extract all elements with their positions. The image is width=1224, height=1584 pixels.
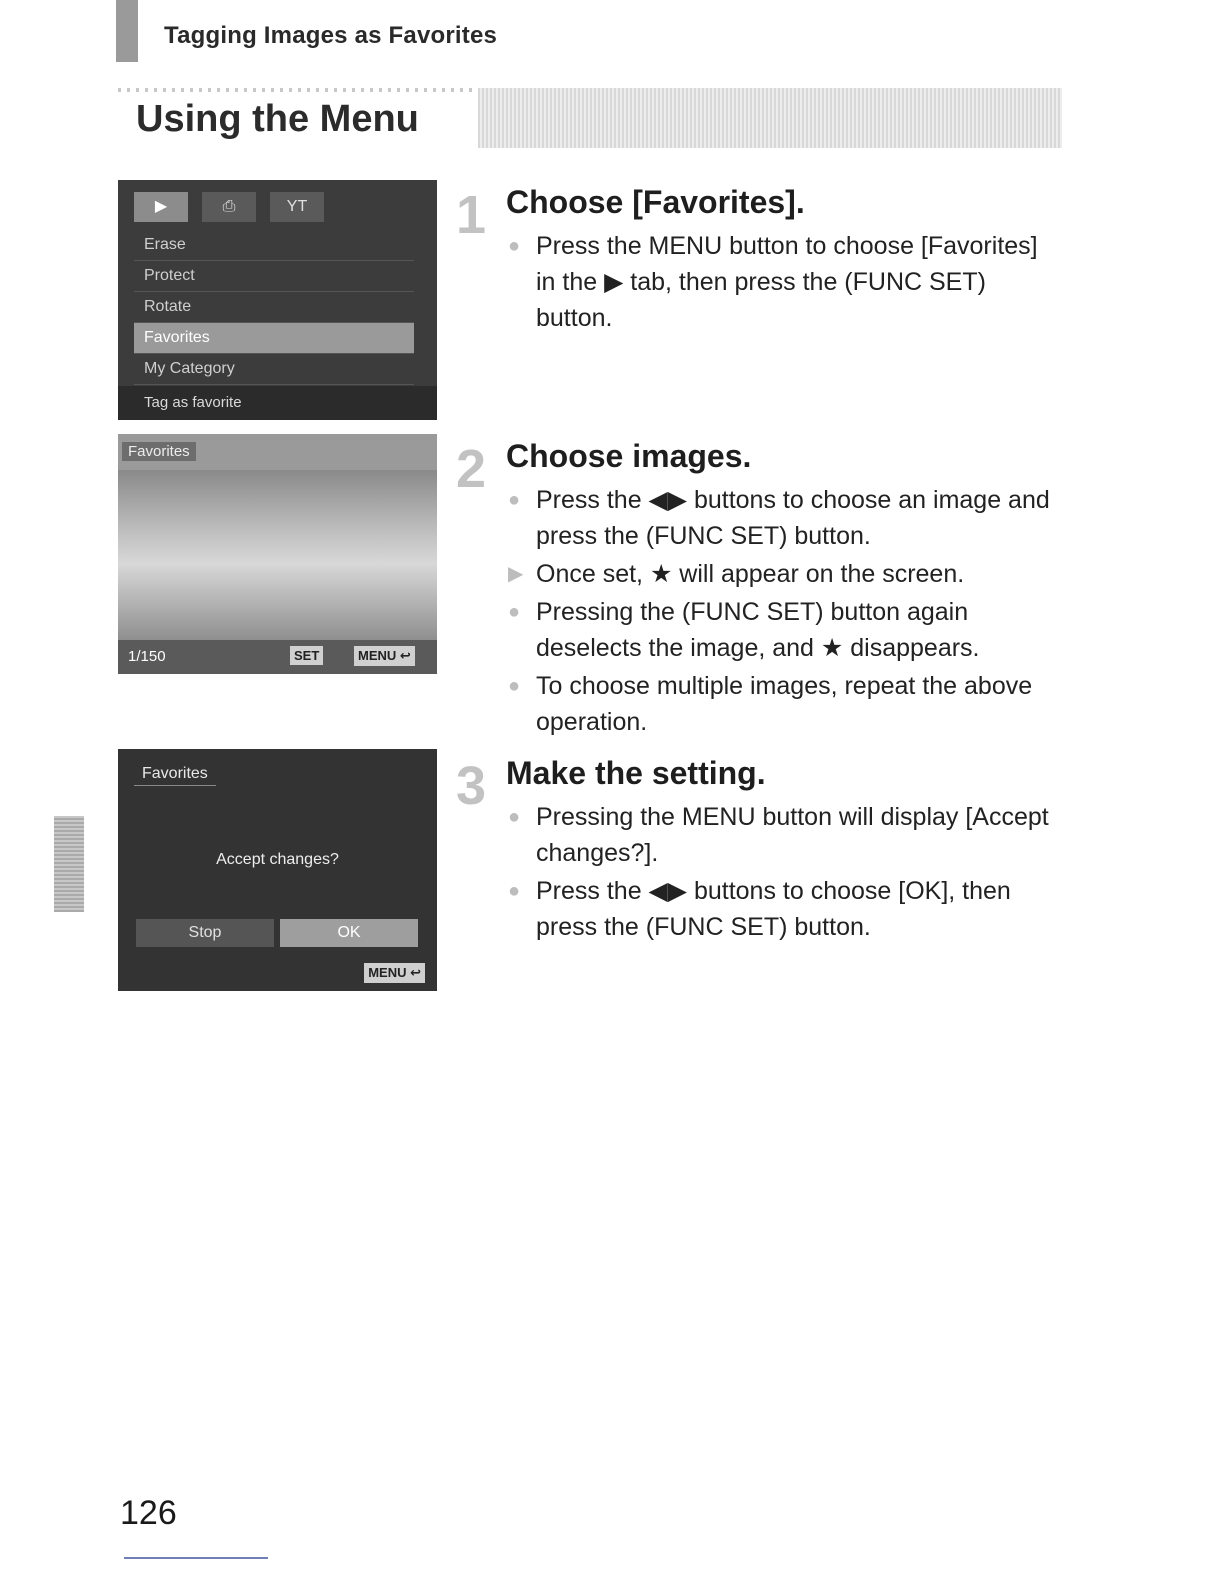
screen-footer [118,640,437,674]
camera-menu-item: Erase [134,230,414,261]
step-number: 3 [456,756,487,816]
instruction-text: Press the ◀▶ buttons to choose [OK], then press the (FUNC SET) button. [536,877,1018,941]
step-instructions [508,228,1058,338]
screen-title: Favorites [122,442,196,461]
camera-menu-list [134,230,414,385]
instruction-bullet [508,594,1058,666]
page-number: 126 [120,1494,177,1532]
camera-menu-tabs [134,192,324,222]
camera-menu-hint: Tag as favorite [118,386,437,420]
instruction-text: To choose multiple images, repeat the above operation. [536,672,1040,736]
screenshot-menu [118,180,437,420]
instruction-bullet [508,799,1058,871]
result-bullet [508,556,1058,592]
instruction-bullet [508,668,1058,740]
instruction-bullet [508,228,1058,336]
bullet-icon: ● [508,489,521,511]
bullet-icon: ● [508,235,521,257]
option-ok-selected: OK [280,919,418,947]
image-counter: 1/150 [128,648,166,665]
camera-menu-item: My Category [134,354,414,385]
bullet-icon: ● [508,601,521,623]
step-number: 2 [456,439,487,499]
chapter-header: Tagging Images as Favorites [164,22,498,49]
camera-tab-print: ⎙ [202,192,256,222]
step-number: 1 [456,185,487,245]
instruction-text: Press the ◀▶ buttons to choose an image and press the (FUNC SET) button. [536,486,1057,550]
footer-rule [124,1557,268,1559]
confirm-message: Accept changes? [216,851,339,868]
step-title: Make the setting. [506,755,766,791]
header-tab-marker [116,0,138,62]
camera-menu-item: Protect [134,261,414,292]
bullet-icon: ● [508,880,521,902]
step-title: Choose images. [506,438,752,474]
instruction-text: Pressing the MENU button will display [Accept changes?]. [536,803,1056,867]
option-stop: Stop [136,919,274,947]
instruction-text: Press the MENU button to choose [Favorites] in the ▶ tab, then press the (FUNC SET) button. [536,232,1045,332]
step-instructions [508,799,1058,947]
menu-back-label: MENU ↩ [364,963,425,983]
section-title: Using the Menu [136,98,419,140]
instruction-text: Pressing the (FUNC SET) button again deselects the image, and ★ disappears. [536,598,980,662]
chapter-side-tab [54,816,84,912]
screen-title: Favorites [134,763,216,786]
step-instructions [508,482,1058,742]
screenshot-accept-changes [118,749,437,991]
camera-tab-setup: YT [270,192,324,222]
section-banner [118,88,1062,150]
step-title: Choose [Favorites]. [506,184,805,220]
instruction-bullet [508,482,1058,554]
screenshot-choose-images [118,434,437,674]
menu-back-label: MENU ↩ [354,646,415,666]
set-button-label: SET [290,646,323,665]
instruction-bullet [508,873,1058,945]
bullet-icon: ● [508,806,521,828]
instruction-text: Once set, ★ will appear on the screen. [536,560,965,588]
bullet-icon: ● [508,675,521,697]
sample-photo [118,470,437,640]
banner-dotted-line [118,88,478,92]
result-arrow-icon: ▶ [508,563,524,585]
camera-menu-item-selected: Favorites [134,323,414,354]
camera-tab-playback: ▶ [134,192,188,222]
camera-menu-item: Rotate [134,292,414,323]
banner-band [478,88,1062,148]
